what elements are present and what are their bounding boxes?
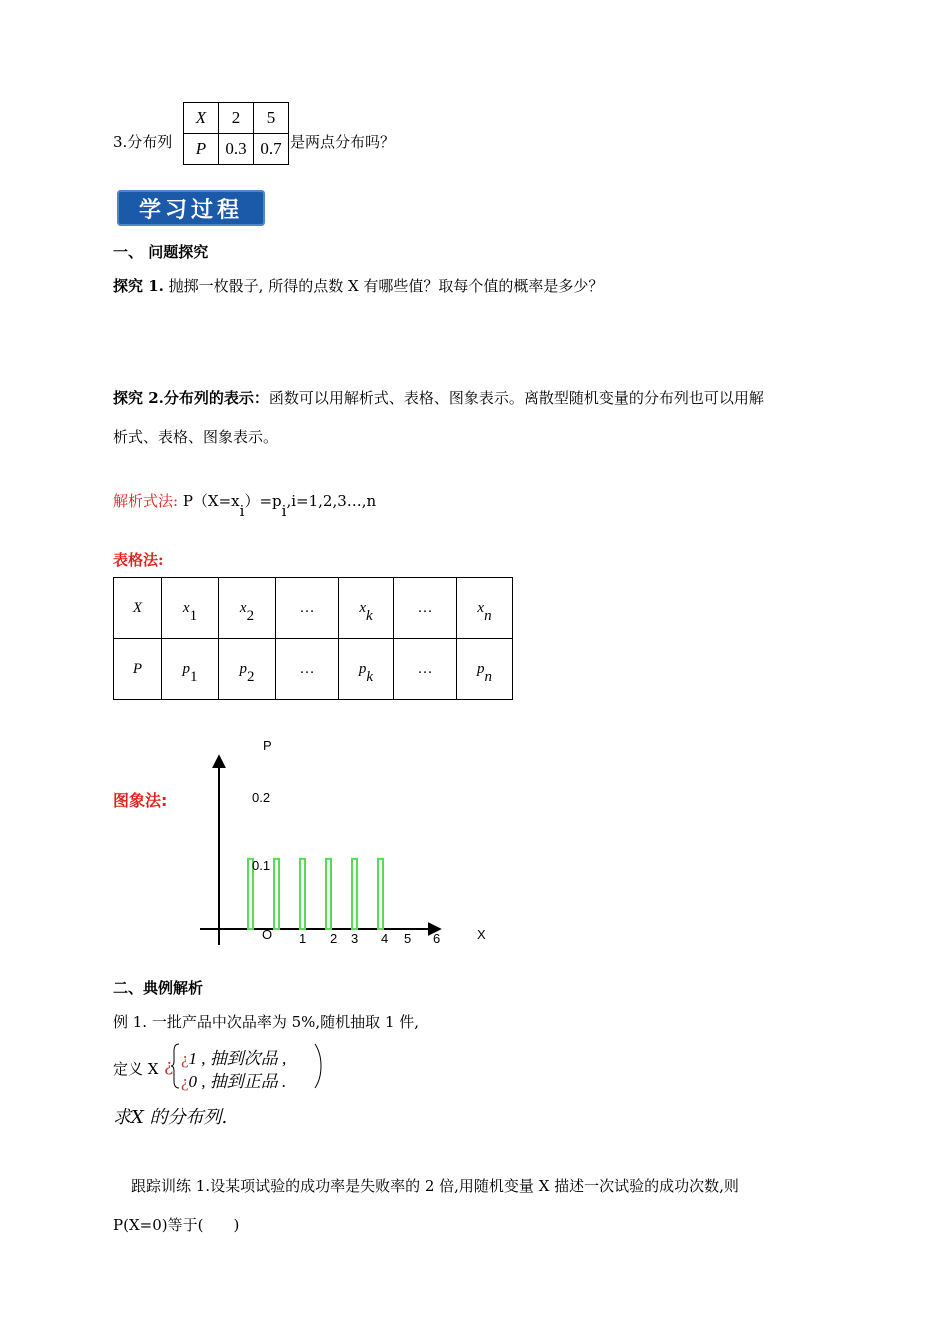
- cell-sub: 1: [190, 668, 198, 685]
- example1-line1: 例 1. 一批产品中次品率为 5%,随机抽取 1 件,: [113, 1013, 420, 1031]
- table-cell: [339, 639, 394, 700]
- cell-main: …: [417, 660, 433, 677]
- example1-question: 求X 的分布列.: [113, 1107, 228, 1128]
- right-paren-icon: [313, 1043, 323, 1089]
- case-row: [181, 1044, 286, 1069]
- x-axis-label: X: [477, 927, 486, 942]
- table-cell: [394, 578, 457, 639]
- distribution-table: [113, 577, 513, 700]
- table-cell: [219, 639, 276, 700]
- bar: [274, 859, 279, 929]
- cell-sub: 2: [247, 668, 255, 685]
- cell-main: x: [359, 599, 366, 616]
- cell-main: p: [182, 660, 190, 677]
- two-point-table: [183, 102, 289, 165]
- case2-text: 0 , 抽到正品 .: [188, 1072, 287, 1091]
- formula-sub: i: [239, 502, 245, 520]
- formula-part: P（X=x: [182, 492, 240, 510]
- formula-part: ,i=1,2,3…,n: [286, 492, 377, 510]
- formula-part: ）=p: [244, 492, 282, 510]
- section1-title: 一、 问题探究: [113, 243, 209, 261]
- analytic-label: 解析式法:: [113, 492, 179, 510]
- cell-main: …: [299, 599, 315, 616]
- table-cell: 5: [254, 103, 289, 134]
- explore2-text: 函数可以用解析式、表格、图象表示。离散型随机变量的分布列也可以用解: [268, 389, 764, 407]
- cell-main: p: [477, 660, 485, 677]
- table-cell: 0.3: [219, 134, 254, 165]
- x-tick-label: 5: [404, 931, 412, 946]
- cell-sub: n: [484, 607, 492, 624]
- table-cell: [457, 578, 513, 639]
- cell-sub: k: [366, 668, 374, 685]
- item3-suffix: 是两点分布吗？: [290, 133, 396, 151]
- case-glyph: ¿: [181, 1072, 189, 1091]
- origin-label: O: [262, 927, 273, 942]
- cell-main: p: [358, 660, 367, 677]
- example1-definition: [113, 1043, 333, 1091]
- cell-main: x: [477, 599, 485, 616]
- left-brace-icon: [171, 1043, 181, 1089]
- cell-main: p: [239, 660, 247, 677]
- x-tick-label: 4: [381, 931, 389, 946]
- analytic-formula: [113, 490, 377, 520]
- graph-method-label: 图象法:: [113, 791, 168, 810]
- define-prefix: 定义 X: [113, 1060, 159, 1078]
- bar: [352, 859, 357, 929]
- bar: [326, 859, 331, 929]
- x-tick-label: 1: [299, 931, 307, 946]
- cell-sub: 1: [189, 607, 198, 624]
- bar: [300, 859, 305, 929]
- table-row: [114, 639, 513, 700]
- cell-sub: 2: [246, 607, 255, 624]
- explore2-label: 探究 2.分布列的表示：: [113, 389, 269, 407]
- learning-process-banner: 学习过程: [117, 190, 265, 226]
- table-cell: X: [114, 578, 162, 639]
- explore2-line2: 析式、表格、图象表示。: [113, 428, 279, 446]
- table-cell: [339, 578, 394, 639]
- table-cell: 2: [219, 103, 254, 134]
- practice1-line1: 跟踪训练 1.设某项试验的成功率是失败率的 2 倍,用随机变量 X 描述一次试验的成功次数,则: [131, 1177, 739, 1195]
- table-cell: P: [114, 639, 162, 700]
- item3-prefix: 3.分布列: [113, 133, 173, 151]
- x-tick-label: 3: [351, 931, 359, 946]
- y-tick-label: 0.1: [252, 858, 271, 873]
- table-cell: [162, 578, 219, 639]
- case-row: [181, 1067, 286, 1092]
- cell-main: …: [299, 660, 315, 677]
- y-tick-label: 0.2: [252, 790, 271, 805]
- table-cell: [219, 578, 276, 639]
- table-cell: [162, 639, 219, 700]
- formula-sub: i: [281, 502, 287, 520]
- table-row: [114, 578, 513, 639]
- table-cell: 0.7: [254, 134, 289, 165]
- cell-main: x: [182, 599, 190, 616]
- table-cell: [394, 639, 457, 700]
- explore1: [113, 275, 603, 296]
- cell-main: …: [417, 599, 433, 616]
- practice1-line2: P(X=0)等于( ): [113, 1216, 240, 1234]
- x-tick-label: 2: [330, 931, 338, 946]
- explore2-line1: [113, 387, 764, 408]
- distribution-chart: [195, 735, 505, 950]
- table-method-label: 表格法:: [113, 551, 164, 569]
- cell-sub: k: [366, 607, 373, 624]
- cell-sub: n: [484, 668, 492, 685]
- section2-title: 二、典例解析: [113, 979, 204, 997]
- define-glyph: ¿: [164, 1056, 174, 1076]
- x-tick-label: 6: [433, 931, 441, 946]
- table-cell: [276, 639, 339, 700]
- explore1-text: 抛掷一枚骰子, 所得的点数 X 有哪些值？取每个值的概率是多少？: [168, 277, 604, 295]
- table-cell: [276, 578, 339, 639]
- explore1-label: 探究 1.: [113, 277, 164, 295]
- case1-text: 1 , 抽到次品 ,: [188, 1049, 287, 1068]
- case-glyph: ¿: [181, 1049, 189, 1068]
- table-cell: [457, 639, 513, 700]
- table-cell: X: [184, 103, 219, 134]
- bar: [378, 859, 383, 929]
- cell-main: x: [239, 599, 247, 616]
- y-axis-label: P: [263, 738, 272, 753]
- table-cell: P: [184, 134, 219, 165]
